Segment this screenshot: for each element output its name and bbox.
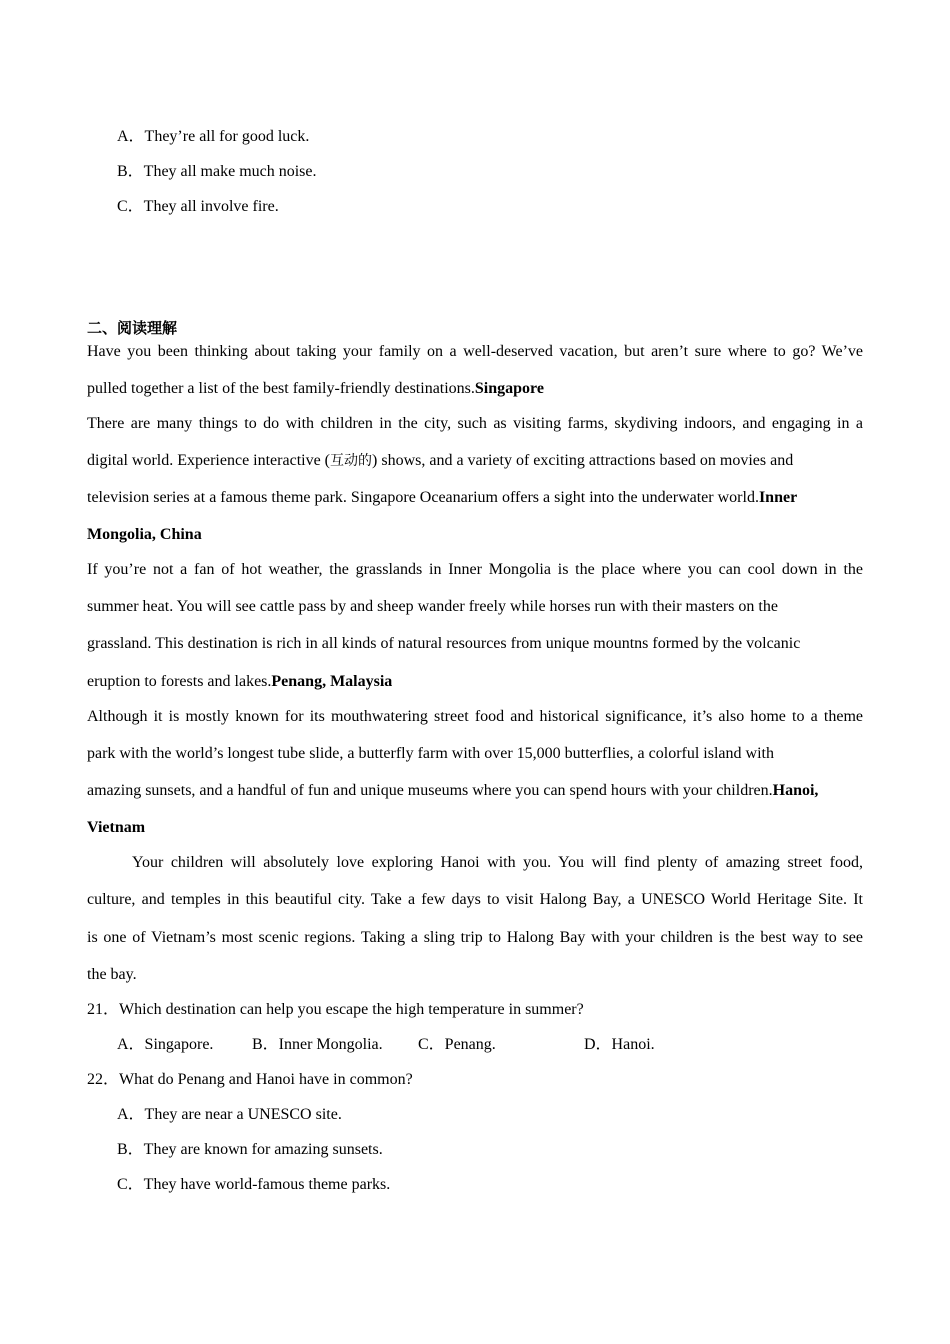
inner-mongolia-line-4-text: eruption to forests and lakes. xyxy=(87,673,272,690)
penang-line-3 xyxy=(87,781,818,801)
hanoi-line-2: culture, and temples in this beautiful city. Take a few days to visit Halong Bay, a UNESCO World Heritage Site. It xyxy=(87,891,863,908)
singapore-line-1: There are many things to do with children in the city, such as visiting farms, skydiving indoors, and engaging in a xyxy=(87,415,863,432)
prev-option-c: C．They all involve fire. xyxy=(117,198,279,215)
inner-mongolia-line-1: If you’re not a fan of hot weather, the grasslands in Inner Mongolia is the place where you can cool down in the xyxy=(87,561,863,578)
singapore-line-3 xyxy=(87,488,797,508)
passage-intro-line-1: Have you been thinking about taking your family on a well-deserved vacation, but aren’t sure where to go? We’ve xyxy=(87,343,863,360)
question-21-stem: 21．Which destination can help you escape the high temperature in summer? xyxy=(87,1001,584,1018)
passage-intro-text: pulled together a list of the best family-friendly destinations. xyxy=(87,380,475,397)
inner-mongolia-line-2: summer heat. You will see cattle pass by and sheep wander freely while horses run with their masters on the xyxy=(87,598,778,615)
question-22-option-a: A．They are near a UNESCO site. xyxy=(117,1106,342,1123)
singapore-line-2 xyxy=(87,451,793,471)
passage-intro-line-2 xyxy=(87,379,544,399)
question-21-option-b: B．Inner Mongolia. xyxy=(252,1036,383,1053)
destination-title-inner-mongolia-a: Inner xyxy=(758,489,798,506)
prev-option-a: A．They’re all for good luck. xyxy=(117,128,310,145)
hanoi-line-4: the bay. xyxy=(87,966,137,983)
question-21-option-a: A．Singapore. xyxy=(117,1036,214,1053)
destination-title-inner-mongolia-b: Mongolia, China xyxy=(87,526,202,543)
question-22-option-b: B．They are known for amazing sunsets. xyxy=(117,1141,383,1158)
penang-line-2: park with the world’s longest tube slide, a butterfly farm with over 15,000 butterflies, a colorful island with xyxy=(87,745,774,762)
destination-title-penang: Penang, Malaysia xyxy=(271,673,393,690)
penang-line-3-text: amazing sunsets, and a handful of fun and unique museums where you can spend hours with your children. xyxy=(87,782,773,799)
chinese-gloss: 互动的 xyxy=(330,453,373,469)
question-21-option-d: D．Hanoi. xyxy=(584,1036,655,1053)
singapore-line-3-text: television series at a famous theme park. Singapore Oceanarium offers a sight into the underwater world. xyxy=(87,489,759,506)
question-22-stem: 22．What do Penang and Hanoi have in common? xyxy=(87,1071,413,1088)
destination-title-hanoi-a: Hanoi, xyxy=(772,782,819,799)
question-22-option-c: C．They have world-famous theme parks. xyxy=(117,1176,391,1193)
singapore-line-2-b: ) shows, and a variety of exciting attractions based on movies and xyxy=(372,452,794,469)
section-heading: 二、阅读理解 xyxy=(87,319,178,337)
question-21-option-c: C．Penang. xyxy=(418,1036,496,1053)
singapore-line-2-a: digital world. Experience interactive ( xyxy=(87,452,331,469)
destination-title-singapore: Singapore xyxy=(474,380,544,397)
inner-mongolia-line-3: grassland. This destination is rich in all kinds of natural resources from unique mountns formed by the volcanic xyxy=(87,635,801,652)
inner-mongolia-line-4 xyxy=(87,672,392,692)
penang-line-1: Although it is mostly known for its mouthwatering street food and historical significance, it’s also home to a theme xyxy=(87,708,863,725)
hanoi-line-3: is one of Vietnam’s most scenic regions. Taking a sling trip to Halong Bay with your children is the best way to see xyxy=(87,929,863,946)
hanoi-line-1: Your children will absolutely love exploring Hanoi with you. You will find plenty of amazing street food, xyxy=(132,854,863,871)
destination-title-hanoi-b: Vietnam xyxy=(87,819,146,836)
prev-option-b: B．They all make much noise. xyxy=(117,163,317,180)
